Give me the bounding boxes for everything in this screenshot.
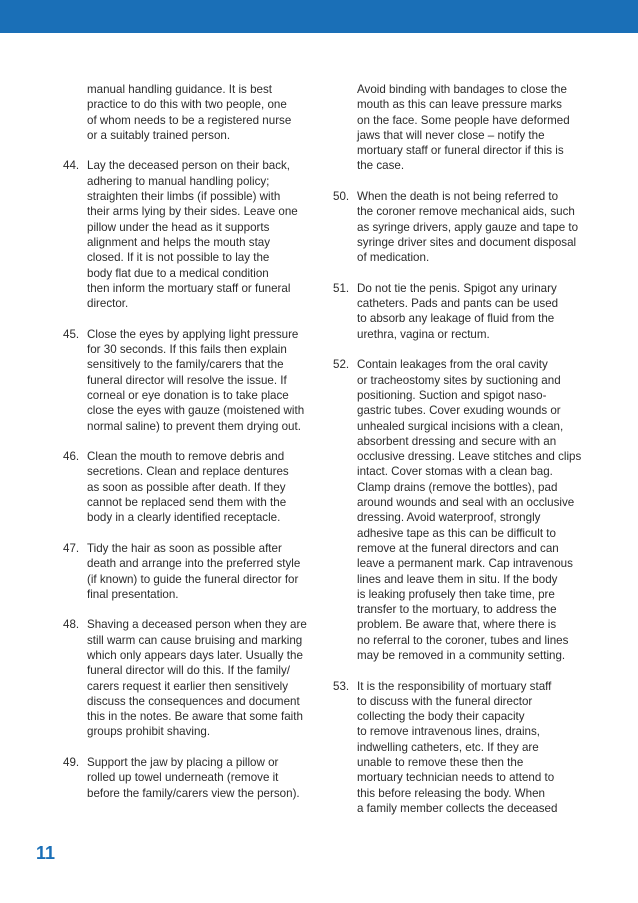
item-number: 46.: [63, 450, 80, 464]
text-line: closed. If it is not possible to lay the: [87, 251, 270, 265]
text-line: straighten their limbs (if possible) with: [87, 190, 281, 204]
text-line: rolled up towel underneath (remove it: [87, 771, 279, 785]
text-line: director.: [87, 297, 129, 311]
text-line: groups prohibit shaving.: [87, 725, 211, 739]
text-line: (if known) to guide the funeral director for: [87, 572, 299, 586]
text-line: on the face. Some people have deformed: [357, 113, 570, 127]
text-line: before the family/carers view the person).: [87, 786, 300, 800]
text-line: body flat due to a medical condition: [87, 266, 269, 280]
text-line: catheters. Pads and pants can be used: [357, 297, 559, 311]
text-line: adhering to manual handling policy;: [87, 174, 270, 188]
text-line: is leaking profusely then take time, pre: [357, 587, 555, 601]
text-line: the coroner remove mechanical aids, such: [357, 205, 575, 219]
numbered-list: [63, 158, 325, 800]
text-line: dressing. Avoid waterproof, strongly: [357, 511, 541, 525]
list-item: [333, 679, 595, 817]
text-line: Support the jaw by placing a pillow or: [87, 756, 279, 770]
text-line: alignment and helps the mouth stay: [87, 235, 271, 249]
text-line: When the death is not being referred to: [357, 190, 559, 204]
text-line: to remove intravenous lines, drains,: [357, 725, 541, 739]
right-column: [333, 82, 595, 832]
text-line: jaws that will never close – notify the: [357, 128, 545, 142]
text-line: body in a clearly identified receptacle.: [87, 511, 281, 525]
text-line: death and arrange into the preferred style: [87, 557, 301, 571]
text-line: as soon as possible after death. If they: [87, 480, 286, 494]
text-line: secretions. Clean and replace dentures: [87, 465, 289, 479]
text-line: discuss the consequences and document: [87, 694, 300, 708]
text-line: manual handling guidance. It is best: [87, 83, 272, 96]
text-line: Contain leakages from the oral cavity: [357, 358, 548, 372]
item-number: 51.: [333, 281, 350, 295]
text-line: mouth as this can leave pressure marks: [357, 98, 562, 112]
text-line: as syringe drivers, apply gauze and tape to: [357, 220, 579, 234]
text-line: It is the responsibility of mortuary staff: [357, 679, 552, 693]
item-number: 44.: [63, 159, 80, 173]
header-band: [0, 0, 638, 33]
numbered-list: [333, 189, 595, 816]
list-item: [63, 617, 325, 739]
text-line: problem. Be aware that, where there is: [357, 618, 557, 632]
text-line: Avoid binding with bandages to close the: [357, 83, 567, 96]
text-line: still warm can cause bruising and marking: [87, 633, 303, 647]
text-line: lines and leave them in situ. If the body: [357, 572, 558, 586]
page-number: 11: [36, 843, 56, 863]
text-line: absorbent dressing and secure with an: [357, 434, 557, 448]
text-line: adhesive tape as this can be difficult to: [357, 526, 556, 540]
item-number: 48.: [63, 618, 80, 632]
text-line: mortuary staff or funeral director if this is: [357, 144, 564, 158]
item-number: 50.: [333, 190, 350, 204]
text-line: this before releasing the body. When: [357, 786, 545, 800]
text-line: sensitively to the family/carers that the: [87, 358, 284, 372]
item-number: 49.: [63, 756, 80, 770]
text-line: Lay the deceased person on their back,: [87, 159, 291, 173]
text-line: or a suitably trained person.: [87, 128, 231, 142]
text-line: close the eyes with gauze (moistened with: [87, 404, 305, 418]
text-line: to discuss with the funeral director: [357, 694, 533, 708]
text-line: which only appears days later. Usually the: [87, 648, 303, 662]
text-line: funeral director will resolve the issue. If: [87, 373, 287, 387]
text-line: Close the eyes by applying light pressure: [87, 327, 299, 341]
text-line: Tidy the hair as soon as possible after: [87, 541, 282, 555]
list-item: [63, 327, 325, 434]
list-item: [333, 281, 595, 342]
text-line: indwelling catheters, etc. If they are: [357, 740, 539, 754]
list-item: [63, 755, 325, 801]
text-line: mortuary technician needs to attend to: [357, 771, 555, 785]
text-line: the case.: [357, 159, 405, 173]
text-line: then inform the mortuary staff or funeral: [87, 281, 291, 295]
item-number: 53.: [333, 679, 350, 693]
left-column: [63, 82, 325, 816]
text-line: to absorb any leakage of fluid from the: [357, 312, 555, 326]
text-line: syringe driver sites and document disposal: [357, 235, 577, 249]
text-line: of medication.: [357, 251, 430, 265]
text-line: practice to do this with two people, one: [87, 98, 287, 112]
list-item: [333, 357, 595, 663]
continuation-paragraph: [63, 82, 325, 143]
list-item: [333, 189, 595, 265]
list-item: [63, 158, 325, 311]
text-line: positioning. Suction and spigot naso-: [357, 388, 547, 402]
text-line: their arms lying by their sides. Leave one: [87, 205, 298, 219]
text-line: may be removed in a community setting.: [357, 648, 566, 662]
text-line: for 30 seconds. If this fails then explain: [87, 343, 287, 357]
text-line: Clamp drains (remove the bottles), pad: [357, 480, 558, 494]
text-line: funeral director will do this. If the family/: [87, 664, 290, 678]
text-line: or tracheostomy sites by suctioning and: [357, 373, 561, 387]
text-line: cannot be replaced send them with the: [87, 496, 287, 510]
item-number: 45.: [63, 327, 80, 341]
text-line: transfer to the mortuary, to address the: [357, 603, 557, 617]
text-line: corneal or eye donation is to take place: [87, 388, 289, 402]
text-line: carers request it earlier then sensitively: [87, 679, 289, 693]
continuation-paragraph: [333, 82, 595, 174]
text-line: around wounds and seal with an occlusive: [357, 496, 575, 510]
text-line: no referral to the coroner, tubes and lines: [357, 633, 569, 647]
text-line: remove at the funeral directors and can: [357, 541, 559, 555]
text-line: gastric tubes. Cover exuding wounds or: [357, 404, 561, 418]
text-line: Clean the mouth to remove debris and: [87, 450, 285, 464]
text-line: collecting the body their capacity: [357, 710, 525, 724]
text-line: unhealed surgical incisions with a clean,: [357, 419, 564, 433]
item-number: 52.: [333, 358, 350, 372]
text-line: final presentation.: [87, 587, 179, 601]
text-line: unable to remove these then the: [357, 756, 524, 770]
list-item: [63, 449, 325, 525]
item-number: 47.: [63, 541, 80, 555]
text-line: a family member collects the deceased: [357, 801, 558, 815]
text-line: Do not tie the penis. Spigot any urinary: [357, 281, 557, 295]
text-line: of whom needs to be a registered nurse: [87, 113, 292, 127]
text-line: this in the notes. Be aware that some faith: [87, 710, 303, 724]
text-line: Shaving a deceased person when they are: [87, 618, 307, 632]
text-line: intact. Cover stomas with a clean bag.: [357, 465, 553, 479]
list-item: [63, 541, 325, 602]
text-line: normal saline) to prevent them drying out.: [87, 419, 301, 433]
text-line: occlusive dressing. Leave stitches and clips: [357, 450, 582, 464]
text-line: urethra, vagina or rectum.: [357, 327, 490, 341]
text-line: leave a permanent mark. Cap intravenous: [357, 557, 573, 571]
text-line: pillow under the head as it supports: [87, 220, 270, 234]
